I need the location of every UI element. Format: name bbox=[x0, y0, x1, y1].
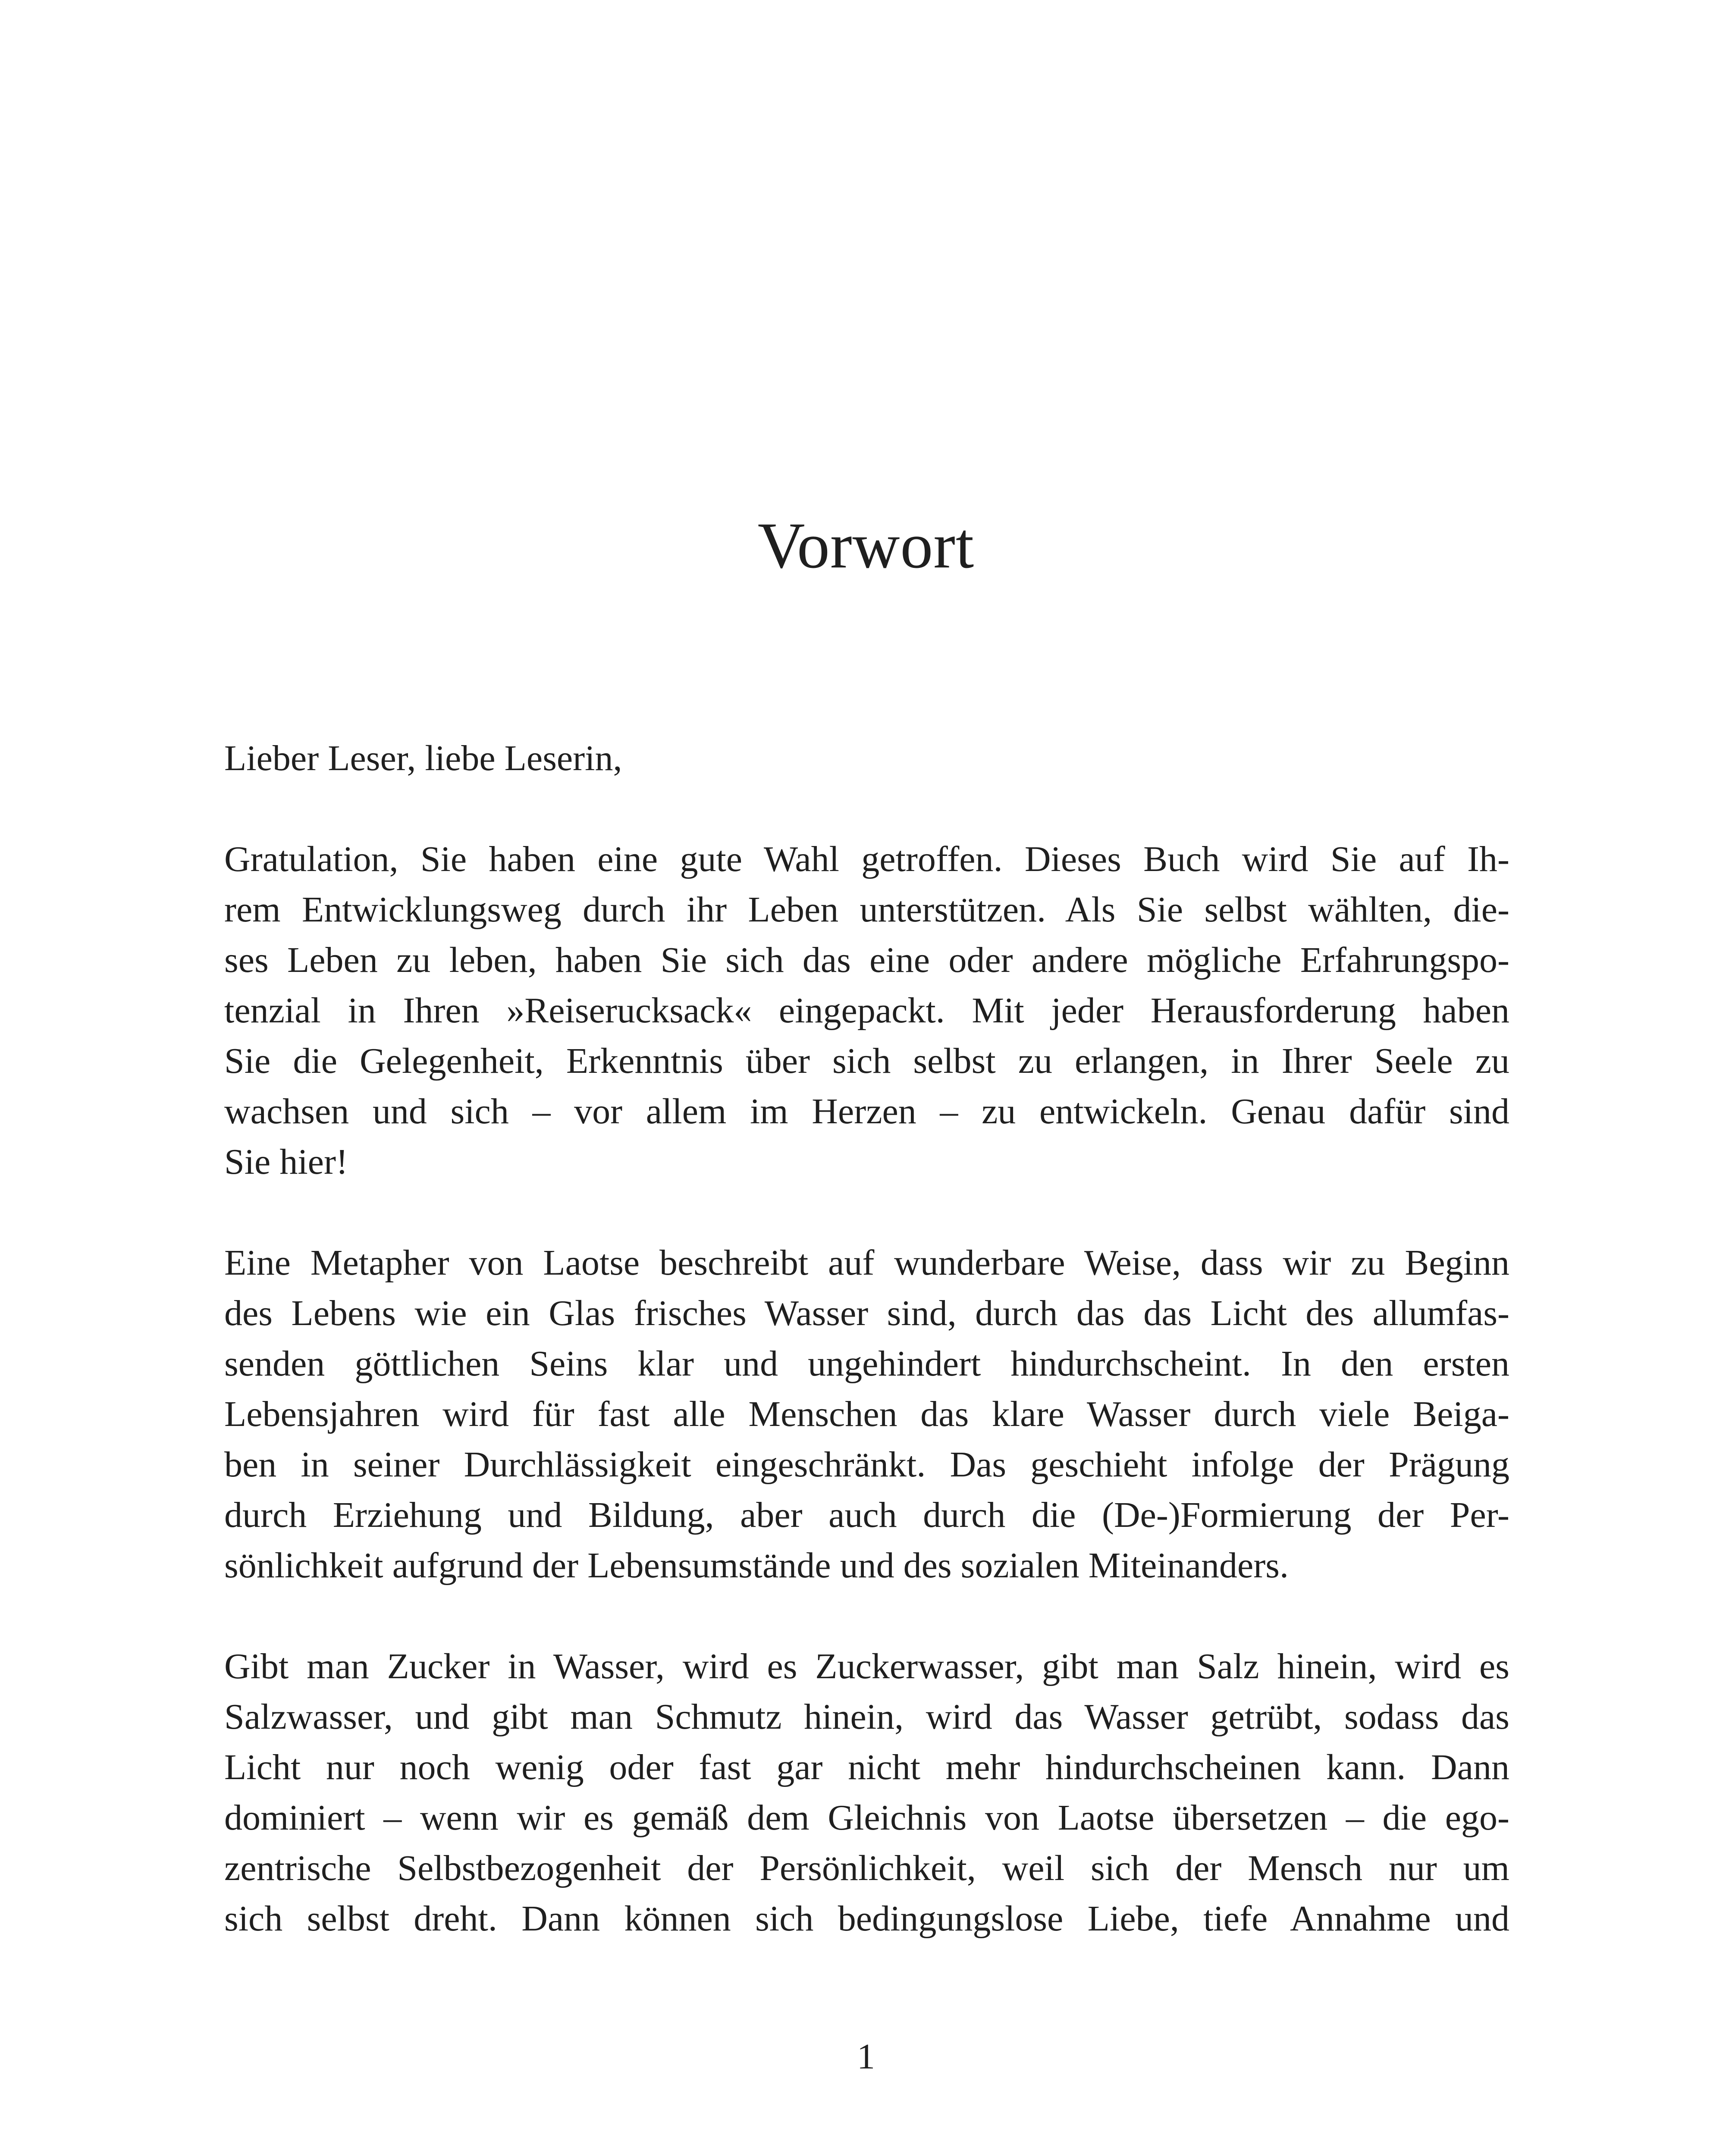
text-line: sich selbst dreht. Dann können sich bedingungslose Liebe, tiefe Annahme und bbox=[224, 1899, 1509, 1939]
text-line: Gratulation, Sie haben eine gute Wahl getroffen. Dieses Buch wird Sie auf Ih- bbox=[224, 839, 1509, 879]
text-line: Salzwasser, und gibt man Schmutz hinein, wird das Wasser getrübt, sodass das bbox=[224, 1697, 1509, 1737]
chapter-title: Vorwort bbox=[757, 509, 975, 582]
text-line: zentrische Selbstbezogenheit der Persönlichkeit, weil sich der Mensch nur um bbox=[224, 1848, 1509, 1888]
text-line: Sie hier! bbox=[224, 1142, 348, 1182]
text-line: sönlichkeit aufgrund der Lebensumstände und des sozialen Miteinanders. bbox=[224, 1545, 1289, 1586]
text-line: dominiert – wenn wir es gemäß dem Gleichnis von Laotse übersetzen – die ego- bbox=[224, 1798, 1509, 1838]
paragraph-2 bbox=[224, 1238, 1509, 1591]
text-line: ses Leben zu leben, haben Sie sich das eine oder andere mögliche Erfahrungspo- bbox=[224, 940, 1509, 980]
text-line: Licht nur noch wenig oder fast gar nicht mehr hindurchscheinen kann. Dann bbox=[224, 1747, 1509, 1787]
text-line: senden göttlichen Seins klar und ungehindert hindurchscheint. In den ersten bbox=[224, 1344, 1509, 1384]
page-number: 1 bbox=[857, 2037, 875, 2077]
text-line: Gibt man Zucker in Wasser, wird es Zuckerwasser, gibt man Salz hinein, wird es bbox=[224, 1646, 1509, 1686]
text-line: Lebensjahren wird für fast alle Menschen das klare Wasser durch viele Beiga- bbox=[224, 1394, 1509, 1434]
paragraph-1 bbox=[224, 834, 1509, 1187]
body-text bbox=[224, 733, 1509, 1994]
text-line: rem Entwicklungsweg durch ihr Leben unterstützen. Als Sie selbst wählten, die- bbox=[224, 890, 1509, 930]
salutation: Lieber Leser, liebe Leserin, bbox=[224, 738, 622, 778]
text-line: durch Erziehung und Bildung, aber auch durch die (De-)Formierung der Per- bbox=[224, 1495, 1509, 1535]
text-line: des Lebens wie ein Glas frisches Wasser sind, durch das das Licht des allumfas- bbox=[224, 1293, 1509, 1333]
paragraph-3 bbox=[224, 1641, 1509, 1944]
text-line: ben in seiner Durchlässigkeit eingeschränkt. Das geschieht infolge der Prägung bbox=[224, 1445, 1509, 1485]
text-line: tenzial in Ihren »Reiserucksack« eingepackt. Mit jeder Herausforderung haben bbox=[224, 990, 1509, 1031]
text-line: Sie die Gelegenheit, Erkenntnis über sich selbst zu erlangen, in Ihrer Seele zu bbox=[224, 1041, 1509, 1081]
text-line: wachsen und sich – vor allem im Herzen – zu entwickeln. Genau dafür sind bbox=[224, 1091, 1509, 1131]
text-line: Eine Metapher von Laotse beschreibt auf wunderbare Weise, dass wir zu Beginn bbox=[224, 1243, 1509, 1283]
